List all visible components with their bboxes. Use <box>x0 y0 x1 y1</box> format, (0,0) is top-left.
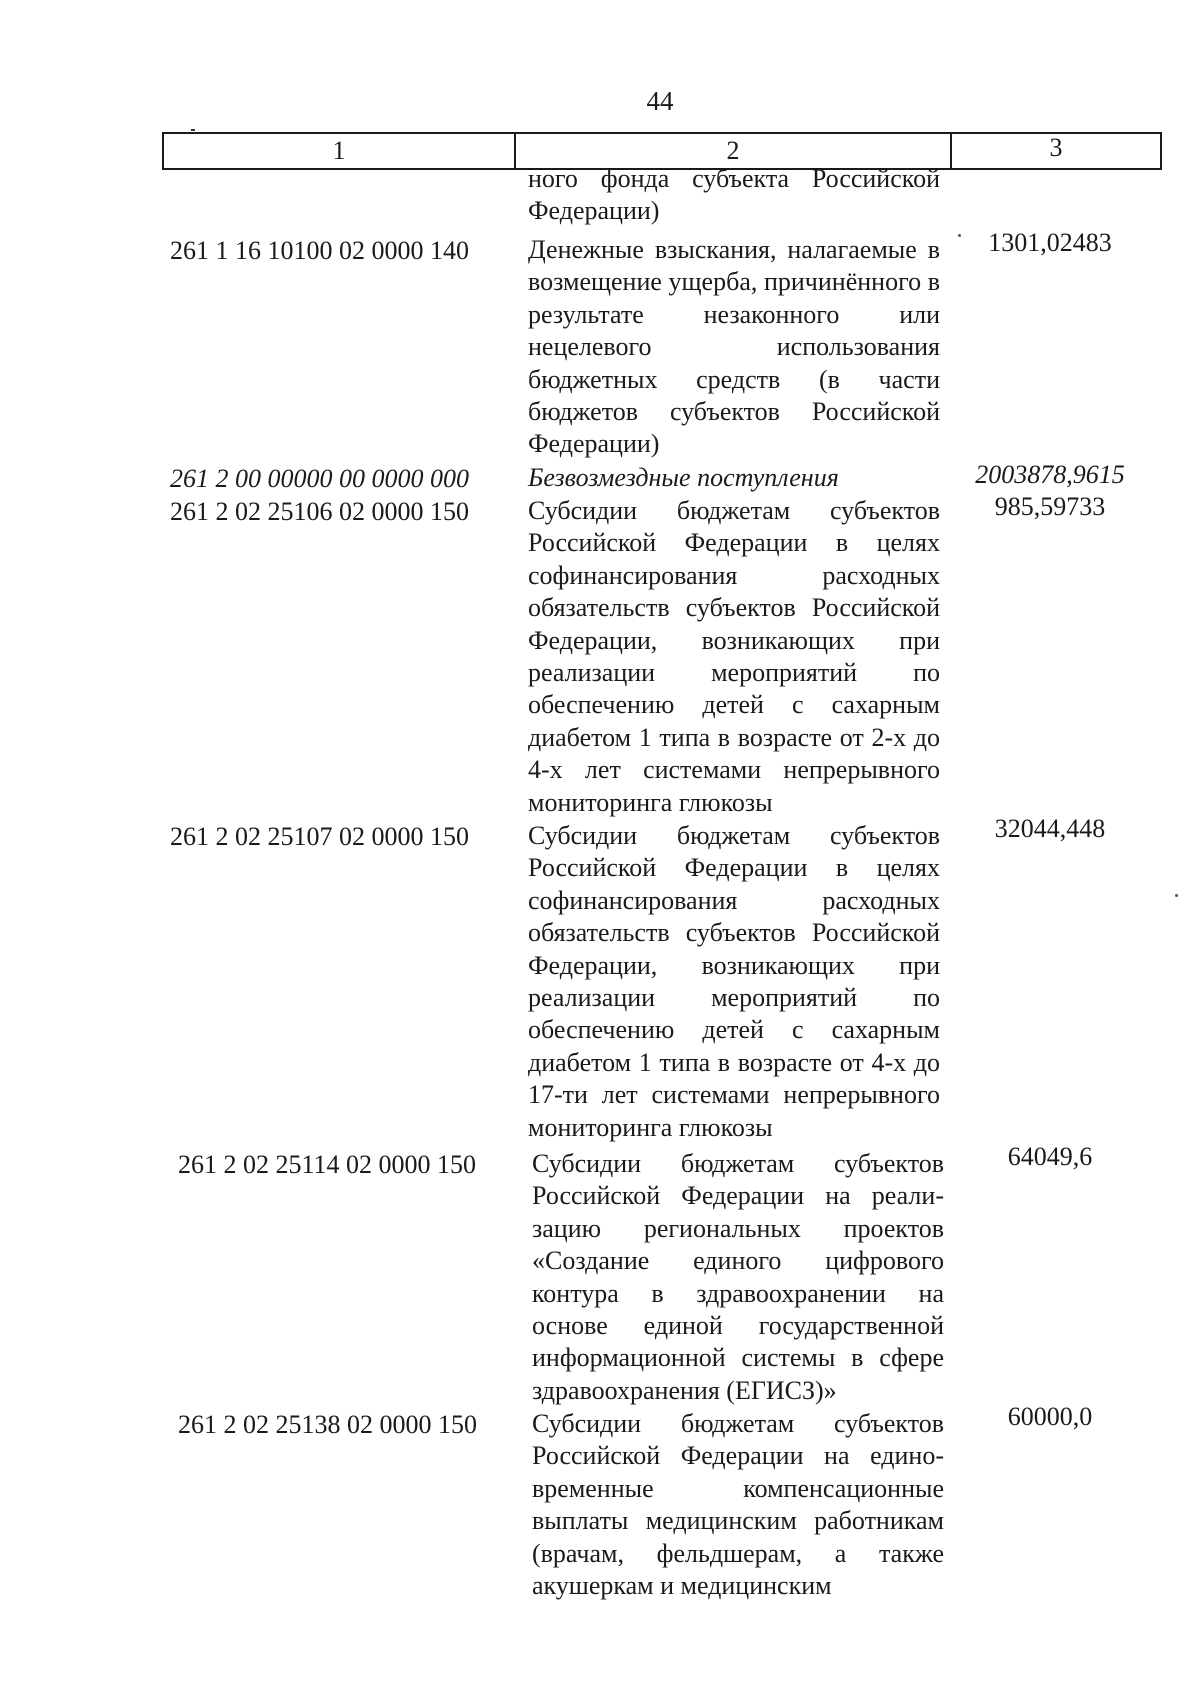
scan-speck <box>1175 894 1178 897</box>
row-description: Субсидии бюджетам субъектов Российской Федерации на единовременные компенсационные выплаты медицинским работникам (врачам, фельдшерам, а также акушеркам и медицинским <box>532 1409 944 1601</box>
scan-mark <box>191 129 195 131</box>
row-description: Субсидии бюджетам субъектов Российской Федерации в целях софинансирования расходных обязательств субъектов Российской Федерации, возникающих при реализации мероприятий по обеспечению детей с сахарным диабетом 1 типа в возрасте от 4-х до 17-ти лет системами непрерывного мониторинга глюкозы <box>528 821 940 1142</box>
budget-code: 261 2 02 25107 02 0000 150 <box>170 822 469 851</box>
header-col-2: 2 <box>516 134 952 168</box>
budget-code: 261 2 00 00000 00 0000 000 <box>170 464 469 493</box>
row-amount: 985,59733 <box>994 492 1106 521</box>
continued-description: ного фонда субъекта Российской Федерации) <box>528 164 940 226</box>
budget-code: 261 1 16 10100 02 0000 140 <box>170 236 469 265</box>
page-number: 44 <box>646 86 674 116</box>
scan-speck <box>958 234 961 237</box>
row-amount: 60000,0 <box>1007 1402 1093 1431</box>
row-amount: 64049,6 <box>1007 1142 1093 1171</box>
row-description: Субсидии бюджетам субъектов Российской Федерации на реализацию региональных проектов «Создание единого цифрового контура в здравоохранении на основе единой государственной информационной системы в сфере здравоохранения (ЕГИСЗ)» <box>532 1149 944 1405</box>
row-description: Субсидии бюджетам субъектов Российской Федерации в целях софинансирования расходных обязательств субъектов Российской Федерации, возникающих при реализации мероприятий по обеспечению детей с сахарным диабетом 1 типа в возрасте от 2-х до 4-х лет системами непрерывного мониторинга глюкозы <box>528 496 940 817</box>
row-amount: 2003878,9615 <box>975 460 1125 489</box>
budget-code: 261 2 02 25138 02 0000 150 <box>178 1410 477 1439</box>
row-description: Денежные взыскания, налагаемые в возмещение ущерба, причинённого в результате незаконного или нецелевого использования бюджетных средств (в части бюджетов субъектов Российской Федерации) <box>528 235 940 459</box>
budget-code: 261 2 02 25106 02 0000 150 <box>170 497 469 526</box>
row-amount: 1301,02483 <box>988 228 1112 257</box>
row-description: Безвозмездные поступления <box>528 463 839 492</box>
header-col-3: 3 <box>1049 133 1063 162</box>
budget-code: 261 2 02 25114 02 0000 150 <box>178 1150 477 1179</box>
row-amount: 32044,448 <box>994 814 1106 843</box>
header-col-1: 1 <box>164 134 516 168</box>
